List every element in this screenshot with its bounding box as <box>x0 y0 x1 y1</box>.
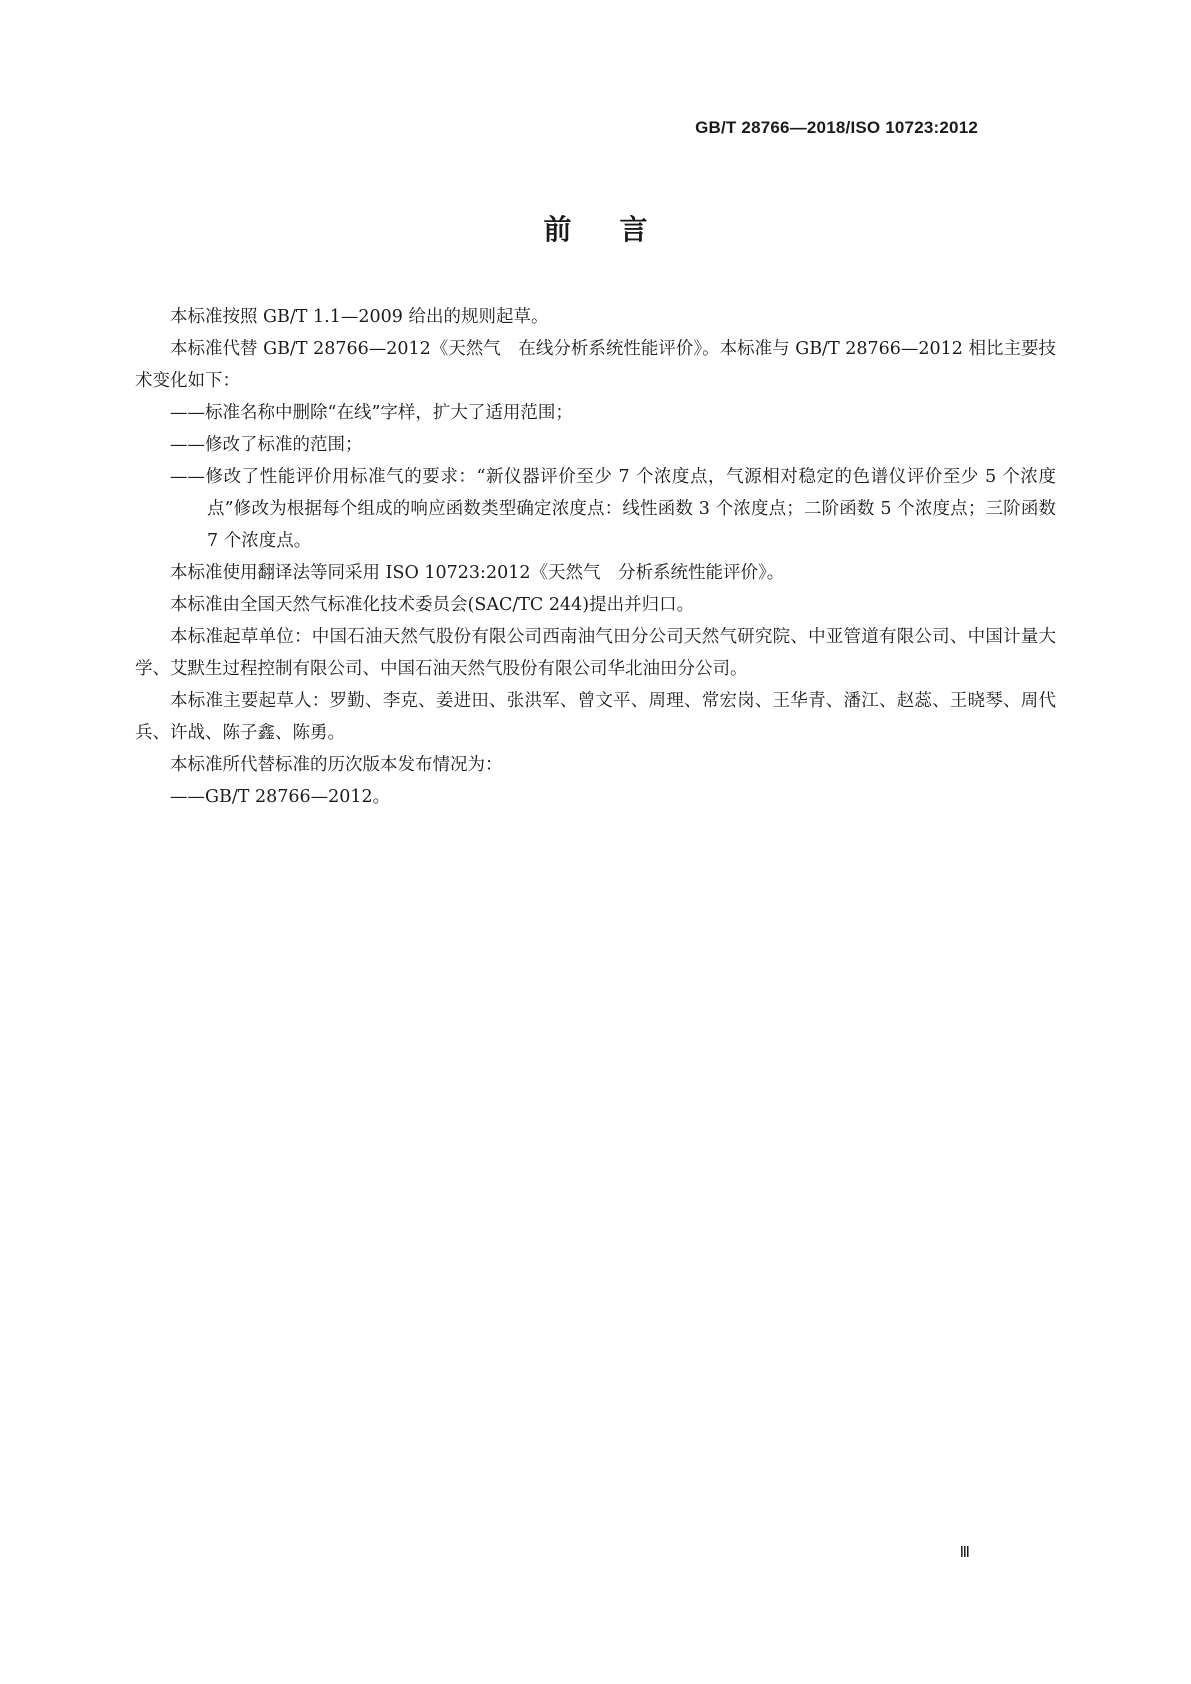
change-item-name: ——标准名称中删除“在线”字样，扩大了适用范围； <box>170 403 573 423</box>
paragraph-replacement: 本标准代替 GB/T 28766—2012《天然气 在线分析系统性能评价》。本标准与 GB/T 28766—2012 相比主要技术变化如下： <box>135 339 1056 391</box>
paragraph-drafting-rules: 本标准按照 GB/T 1.1—2009 给出的规则起草。 <box>170 307 549 327</box>
version-history-item: ——GB/T 28766—2012。 <box>170 787 391 807</box>
page-title: 前言 <box>543 213 696 246</box>
paragraph-version-history: 本标准所代替标准的历次版本发布情况为： <box>170 755 503 775</box>
paragraph-proposer: 本标准由全国天然气标准化技术委员会(SAC/TC 244)提出并归口。 <box>170 595 695 615</box>
page-number: Ⅲ <box>959 1545 970 1561</box>
foreword-body <box>135 301 1056 813</box>
paragraph-translation-method: 本标准使用翻译法等同采用 ISO 10723:2012《天然气 分析系统性能评价》。 <box>170 563 785 583</box>
paragraph-drafters: 本标准主要起草人：罗勤、李克、姜进田、张洪军、曾文平、周理、常宏岗、王华青、潘江、赵蕊、王晓琴、周代兵、许战、陈子鑫、陈勇。 <box>135 691 1056 743</box>
change-item-scope: ——修改了标准的范围； <box>170 435 363 455</box>
change-item-reference-gas: ——修改了性能评价用标准气的要求：“新仪器评价至少 7 个浓度点，气源相对稳定的色谱仪评价至少 5 个浓度点”修改为根据每个组成的响应函数类型确定浓度点：线性函数 3 个浓度点；二阶函数 5 个浓度点；三阶函数 7 个浓度点。 <box>170 467 1056 551</box>
paragraph-drafting-units: 本标准起草单位：中国石油天然气股份有限公司西南油气田分公司天然气研究院、中亚管道有限公司、中国计量大学、艾默生过程控制有限公司、中国石油天然气股份有限公司华北油田分公司。 <box>135 627 1056 679</box>
standard-number-header: GB/T 28766—2018/ISO 10723:2012 <box>695 118 978 137</box>
